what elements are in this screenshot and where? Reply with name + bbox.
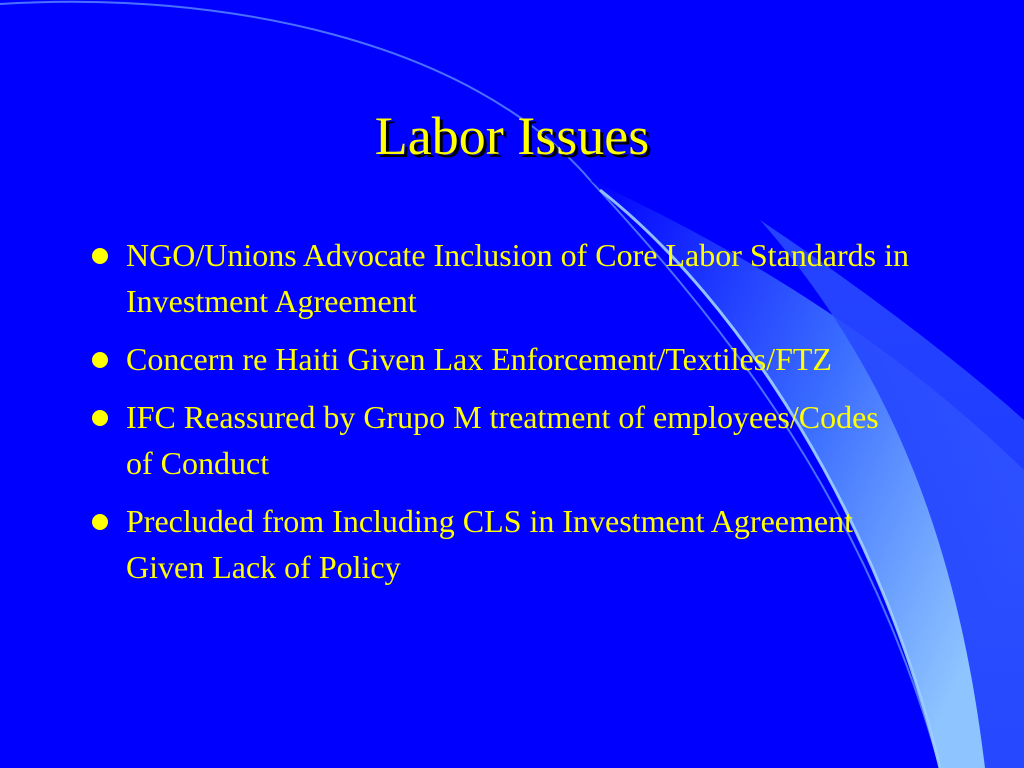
bullet-text: Concern re Haiti Given Lax Enforcement/Textiles/FTZ — [126, 341, 832, 377]
bullet-list — [90, 232, 910, 602]
list-item — [90, 498, 910, 590]
filled-circle-icon — [92, 352, 108, 368]
bullet-text: Precluded from Including CLS in Investment Agreement Given Lack of Policy — [126, 503, 853, 585]
list-item — [90, 336, 910, 382]
filled-circle-icon — [92, 514, 108, 530]
filled-circle-icon — [92, 410, 108, 426]
list-item — [90, 394, 910, 486]
list-item — [90, 232, 910, 324]
bullet-text: NGO/Unions Advocate Inclusion of Core Labor Standards in Investment Agreement — [126, 237, 909, 319]
filled-circle-icon — [92, 248, 108, 264]
slide-title: Labor Issues — [374, 106, 650, 166]
bullet-text: IFC Reassured by Grupo M treatment of employees/Codes of Conduct — [126, 399, 879, 481]
